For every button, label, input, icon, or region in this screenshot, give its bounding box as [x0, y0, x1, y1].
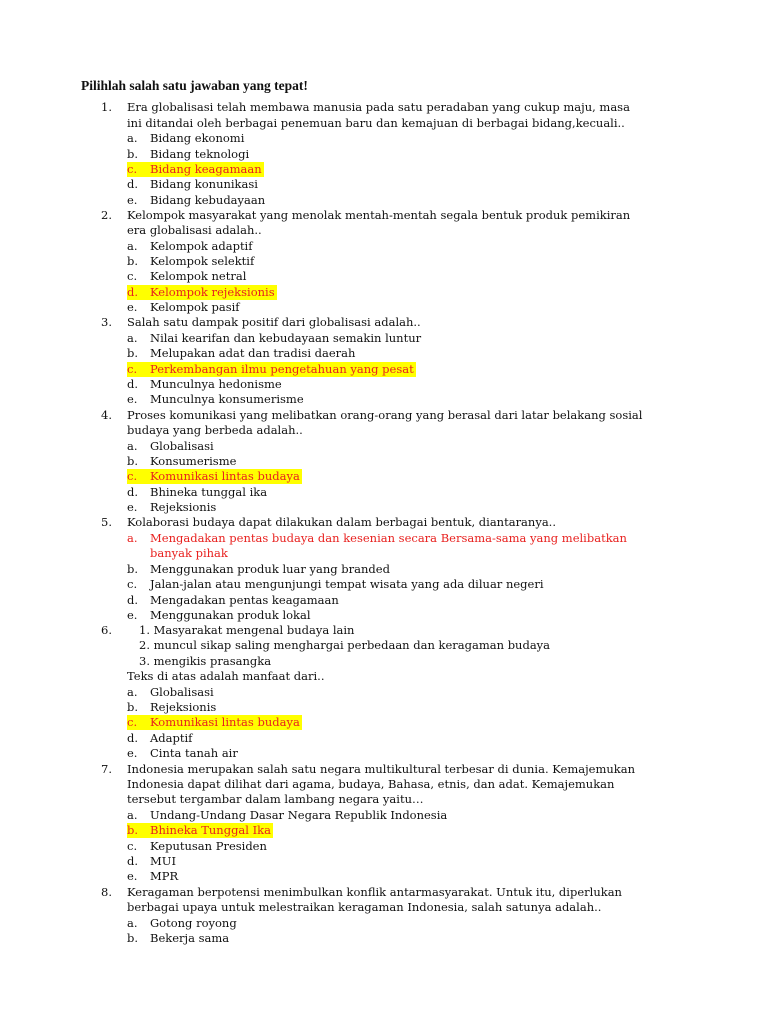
question-3-number: 3.: [101, 315, 112, 329]
q7-option-d: MUI: [150, 854, 177, 868]
q3-option-a: Nilai kearifan dan kebudayaan semakin luntur: [150, 331, 422, 345]
q4-option-e-letter: e.: [127, 500, 138, 514]
q2-option-e-letter: e.: [127, 300, 138, 314]
q2-option-d-answer: Kelompok rejeksionis: [139, 285, 277, 300]
question-1-number: 1.: [101, 100, 112, 114]
q1-option-e: Bidang kebudayaan: [150, 193, 266, 207]
q6-option-e-letter: e.: [127, 746, 138, 760]
question-6-text: Teks di atas adalah manfaat dari..: [127, 669, 325, 683]
q4-option-e: Rejeksionis: [150, 500, 217, 514]
q6-option-b: Rejeksionis: [150, 700, 217, 714]
q5-option-b-letter: b.: [127, 562, 139, 576]
q6-option-c-answer: Komunikasi lintas budaya: [139, 715, 302, 730]
q7-option-a: Undang-Undang Dasar Negara Republik Indonesia: [150, 808, 448, 822]
q8-option-b: Bekerja sama: [150, 931, 230, 945]
q3-option-a-letter: a.: [127, 331, 138, 345]
q6-option-e: Cinta tanah air: [150, 746, 238, 760]
q2-option-a: Kelompok adaptif: [150, 239, 253, 253]
q6-option-a: Globalisasi: [150, 685, 214, 699]
question-8-number: 8.: [101, 885, 112, 899]
q8-option-b-letter: b.: [127, 931, 139, 945]
q2-option-b-letter: b.: [127, 254, 139, 268]
q1-option-b: Bidang teknologi: [150, 147, 250, 161]
q7-option-c-letter: c.: [127, 839, 138, 853]
q1-option-c-letter: c.: [127, 162, 138, 176]
q1-option-b-letter: b.: [127, 147, 139, 161]
q4-option-b-letter: b.: [127, 454, 139, 468]
question-2-text-line-2: era globalisasi adalah..: [127, 223, 262, 237]
q8-option-a-letter: a.: [127, 916, 138, 930]
q3-option-c-letter: c.: [127, 362, 138, 376]
instruction-heading: Pilihlah salah satu jawaban yang tepat!: [81, 78, 308, 93]
q6-statement-3: 3. mengikis prasangka: [139, 654, 272, 668]
q3-option-e: Munculnya konsumerisme: [150, 392, 304, 406]
q6-option-d: Adaptif: [150, 731, 193, 745]
question-7-text-line-2: Indonesia dapat dilihat dari agama, budaya, Bahasa, etnis, dan adat. Kemajemukan: [127, 777, 615, 791]
question-7-number: 7.: [101, 762, 112, 776]
q7-option-e: MPR: [150, 869, 179, 883]
q1-option-e-letter: e.: [127, 193, 138, 207]
q7-option-b-letter: b.: [127, 823, 139, 837]
question-3-text: Salah satu dampak positif dari globalisasi adalah..: [127, 315, 421, 329]
q5-option-a-answer-line-1: Mengadakan pentas budaya dan kesenian secara Bersama-sama yang melibatkan: [150, 531, 627, 545]
q2-option-e: Kelompok pasif: [150, 300, 240, 314]
question-5-text: Kolaborasi budaya dapat dilakukan dalam berbagai bentuk, diantaranya..: [127, 515, 556, 529]
question-4-text-line-1: Proses komunikasi yang melibatkan orang-orang yang berasal dari latar belakang sosial: [127, 408, 643, 422]
q4-option-b: Konsumerisme: [150, 454, 237, 468]
question-6-number: 6.: [101, 623, 112, 637]
q2-option-c-letter: c.: [127, 269, 138, 283]
q5-option-a-answer-line-2: banyak pihak: [150, 546, 228, 560]
question-1-text-line-1: Era globalisasi telah membawa manusia pada satu peradaban yang cukup maju, masa: [127, 100, 630, 114]
question-1-text-line-2: ini ditandai oleh berbagai penemuan baru dan kemajuan di berbagai bidang,kecuali..: [127, 116, 625, 130]
q5-option-d: Mengadakan pentas keagamaan: [150, 593, 339, 607]
q5-option-c: Jalan-jalan atau mengunjungi tempat wisata yang ada diluar negeri: [150, 577, 544, 591]
q3-option-d: Munculnya hedonisme: [150, 377, 282, 391]
q4-option-c-letter: c.: [127, 469, 138, 483]
q6-option-c-letter: c.: [127, 715, 138, 729]
q5-option-a-letter: a.: [127, 531, 138, 545]
q5-option-e-letter: e.: [127, 608, 138, 622]
q4-option-c-answer: Komunikasi lintas budaya: [139, 469, 302, 484]
q5-option-d-letter: d.: [127, 593, 139, 607]
q6-statement-1: 1. Masyarakat mengenal budaya lain: [139, 623, 355, 637]
q7-option-a-letter: a.: [127, 808, 138, 822]
q4-option-a-letter: a.: [127, 439, 138, 453]
q7-option-d-letter: d.: [127, 854, 139, 868]
question-2-number: 2.: [101, 208, 112, 222]
question-7-text-line-3: tersebut tergambar dalam lambang negara yaitu…: [127, 792, 424, 806]
q5-option-c-letter: c.: [127, 577, 138, 591]
q6-option-b-letter: b.: [127, 700, 139, 714]
question-2-text-line-1: Kelompok masyarakat yang menolak mentah-mentah segala bentuk produk pemikiran: [127, 208, 631, 222]
q7-option-c: Keputusan Presiden: [150, 839, 267, 853]
question-4-number: 4.: [101, 408, 112, 422]
q1-option-d: Bidang konunikasi: [150, 177, 258, 191]
q3-option-e-letter: e.: [127, 392, 138, 406]
q2-option-a-letter: a.: [127, 239, 138, 253]
q5-option-b: Menggunakan produk luar yang branded: [150, 562, 390, 576]
q1-option-c-answer: Bidang keagamaan: [139, 162, 264, 177]
q5-option-e: Menggunakan produk lokal: [150, 608, 311, 622]
q7-option-e-letter: e.: [127, 869, 138, 883]
question-5-number: 5.: [101, 515, 112, 529]
question-4-text-line-2: budaya yang berbeda adalah..: [127, 423, 303, 437]
q6-statement-2: 2. muncul sikap saling menghargai perbedaan dan keragaman budaya: [139, 638, 551, 652]
q4-option-d-letter: d.: [127, 485, 139, 499]
q2-option-c: Kelompok netral: [150, 269, 247, 283]
q3-option-c-answer: Perkembangan ilmu pengetahuan yang pesat: [139, 362, 416, 377]
q6-option-a-letter: a.: [127, 685, 138, 699]
q1-option-a: Bidang ekonomi: [150, 131, 245, 145]
question-7-text-line-1: Indonesia merupakan salah satu negara multikultural terbesar di dunia. Kemajemukan: [127, 762, 636, 776]
q6-option-d-letter: d.: [127, 731, 139, 745]
q3-option-b-letter: b.: [127, 346, 139, 360]
q2-option-d-letter: d.: [127, 285, 139, 299]
q1-option-d-letter: d.: [127, 177, 139, 191]
q2-option-b: Kelompok selektif: [150, 254, 255, 268]
q1-option-a-letter: a.: [127, 131, 138, 145]
q3-option-d-letter: d.: [127, 377, 139, 391]
question-8-text-line-1: Keragaman berpotensi menimbulkan konflik antarmasyarakat. Untuk itu, diperlukan: [127, 885, 622, 899]
q3-option-b: Melupakan adat dan tradisi daerah: [150, 346, 356, 360]
q4-option-a: Globalisasi: [150, 439, 214, 453]
q7-option-b-answer: Bhineka Tunggal Ika: [139, 823, 273, 838]
question-8-text-line-2: berbagai upaya untuk melestraikan keragaman Indonesia, salah satunya adalah..: [127, 900, 602, 914]
q4-option-d: Bhineka tunggal ika: [150, 485, 268, 499]
q8-option-a: Gotong royong: [150, 916, 237, 930]
